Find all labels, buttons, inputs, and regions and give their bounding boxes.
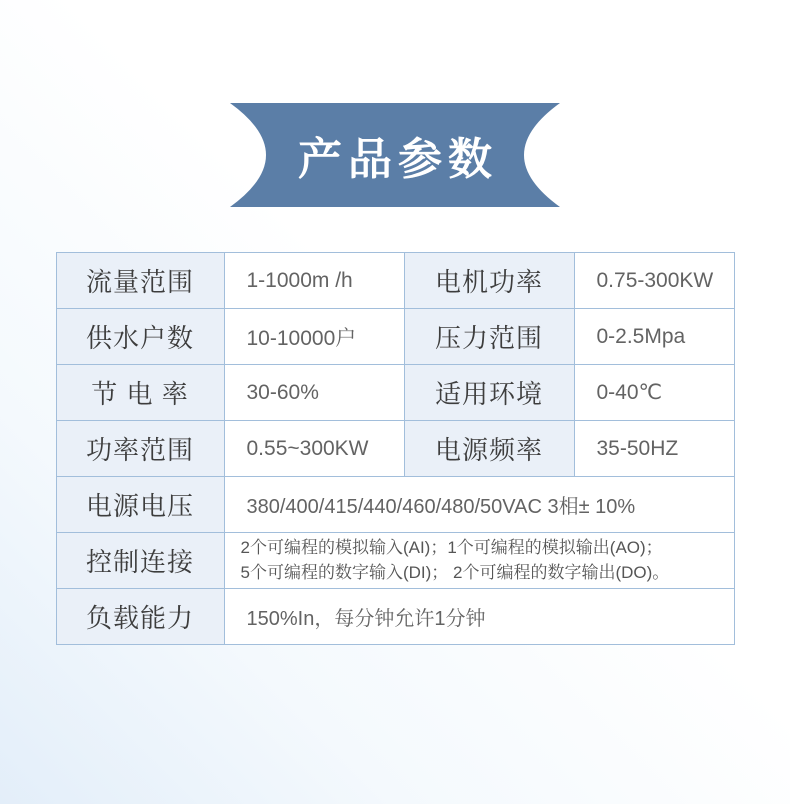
- param-value-environment: 0-40℃: [574, 365, 734, 421]
- product-parameters-banner: [230, 103, 560, 207]
- param-value-voltage: 380/400/415/440/460/480/50VAC 3相± 10%: [224, 477, 734, 533]
- param-value-load-capacity: 150%In，每分钟允许1分钟: [224, 589, 734, 645]
- banner-title: 产品参数: [298, 135, 498, 184]
- param-label-flow-range: 流量范围: [56, 253, 224, 309]
- table-row-flow-motor: [56, 253, 734, 309]
- table-row-load-capacity: [56, 589, 734, 645]
- table-row-powerrange-frequency: [56, 421, 734, 477]
- param-label-voltage: 电源电压: [56, 477, 224, 533]
- table-row-voltage: [56, 477, 734, 533]
- param-label-control-connection: 控制连接: [56, 533, 224, 589]
- param-value-frequency: 35-50HZ: [574, 421, 734, 477]
- table-row-households-pressure: [56, 309, 734, 365]
- param-label-households: 供水户数: [56, 309, 224, 365]
- param-value-households: 10-10000户: [224, 309, 404, 365]
- param-value-power-range: 0.55~300KW: [224, 421, 404, 477]
- param-value-control-connection: [224, 533, 734, 589]
- param-label-pressure: 压力范围: [404, 309, 574, 365]
- param-value-power-saving: 30-60%: [224, 365, 404, 421]
- param-label-load-capacity: 负载能力: [56, 589, 224, 645]
- param-label-power-saving: 节 电 率: [56, 365, 224, 421]
- param-label-power-range: 功率范围: [56, 421, 224, 477]
- param-value-pressure: 0-2.5Mpa: [574, 309, 734, 365]
- param-value-flow-range: 1-1000m /h: [224, 253, 404, 309]
- param-value-motor-power: 0.75-300KW: [574, 253, 734, 309]
- control-connection-line-1: 2个可编程的模拟输入(AI)；1个可编程的模拟输出(AO)；: [240, 537, 663, 557]
- param-label-motor-power: 电机功率: [404, 253, 574, 309]
- param-label-frequency: 电源频率: [404, 421, 574, 477]
- control-connection-line-2: 5个可编程的数字输入(DI)； 2个可编程的数字输出(DO)。: [240, 562, 670, 582]
- table-row-saving-environment: [56, 365, 734, 421]
- table-row-control-connection: [56, 533, 734, 589]
- product-parameters-table: [56, 252, 735, 645]
- param-label-environment: 适用环境: [404, 365, 574, 421]
